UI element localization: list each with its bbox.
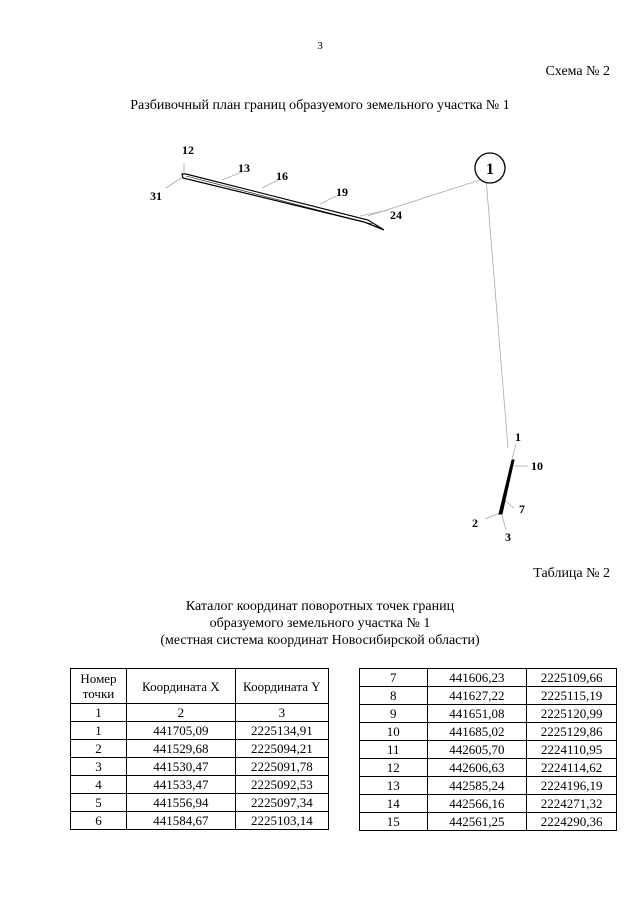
- table-row: [71, 794, 329, 812]
- table-row: [71, 758, 329, 776]
- cell-coordinate-x: 441627,22: [427, 687, 527, 705]
- leader-3: [502, 515, 506, 530]
- cell-coordinate-x: 441529,68: [126, 740, 235, 758]
- catalog-title-line-3: (местная система координат Новосибирской области): [160, 633, 480, 648]
- cell-coordinate-y: 2225109,66: [527, 669, 617, 687]
- table-row: [360, 705, 617, 723]
- cell-coordinate-y: 2225129,86: [527, 723, 617, 741]
- table-row: [71, 722, 329, 740]
- table-row: [360, 669, 617, 687]
- cell-coordinate-x: 441606,23: [427, 669, 527, 687]
- cell-point-number: 1: [71, 722, 127, 740]
- header-point-number: Номер точки: [71, 669, 127, 704]
- table-header-row: [71, 669, 329, 704]
- leader-1: [512, 444, 516, 459]
- point-label-2: 2: [472, 516, 478, 530]
- cell-point-number: 5: [71, 794, 127, 812]
- cell-point-number: 12: [360, 759, 428, 777]
- cell-point-number: 7: [360, 669, 428, 687]
- cell-coordinate-y: 2225097,34: [235, 794, 328, 812]
- cell-point-number: 13: [360, 777, 428, 795]
- cell-coordinate-y: 2225091,78: [235, 758, 328, 776]
- table-label: Таблица № 2: [533, 566, 610, 581]
- cell-coordinate-x: 441685,02: [427, 723, 527, 741]
- catalog-title-line-1: Каталог координат поворотных точек границ: [185, 599, 455, 614]
- cell-coordinate-y: 2224110,95: [527, 741, 617, 759]
- point-label-7: 7: [519, 502, 525, 516]
- leader-2: [485, 513, 500, 519]
- column-number: 3: [235, 704, 328, 722]
- point-label-24: 24: [390, 208, 402, 222]
- parcel-number: 1: [486, 161, 494, 178]
- table-column-numbers-row: [71, 704, 329, 722]
- table-row: [360, 741, 617, 759]
- table-row: [360, 723, 617, 741]
- page-number: 3: [317, 40, 323, 52]
- cell-point-number: 10: [360, 723, 428, 741]
- point-label-13: 13: [238, 161, 250, 175]
- cell-coordinate-x: 442585,24: [427, 777, 527, 795]
- point-label-10: 10: [531, 459, 543, 473]
- cell-point-number: 14: [360, 795, 428, 813]
- layout-plan-drawing: [0, 130, 640, 550]
- header-coordinate-y: Координата Y: [235, 669, 328, 704]
- table-row: [360, 813, 617, 831]
- table-row: [360, 687, 617, 705]
- column-number: 1: [71, 704, 127, 722]
- cell-point-number: 6: [71, 812, 127, 830]
- cell-coordinate-y: 2225094,21: [235, 740, 328, 758]
- table-row: [71, 740, 329, 758]
- cell-coordinate-y: 2224114,62: [527, 759, 617, 777]
- leader-parcel-south: [486, 178, 508, 448]
- table-body-right: [360, 669, 617, 831]
- cell-coordinate-y: 2224271,32: [527, 795, 617, 813]
- table-row: [360, 795, 617, 813]
- header-coordinate-x: Координата X: [126, 669, 235, 704]
- coordinates-table-right: [359, 668, 617, 831]
- cell-coordinate-x: 442561,25: [427, 813, 527, 831]
- table-row: [71, 812, 329, 830]
- point-label-19: 19: [336, 185, 348, 199]
- scheme-label: Схема № 2: [545, 64, 610, 79]
- leader-parcel: [368, 178, 486, 216]
- cell-coordinate-x: 441556,94: [126, 794, 235, 812]
- table-row: [71, 776, 329, 794]
- leader-31: [166, 176, 184, 188]
- coordinates-table-left: [70, 668, 329, 830]
- cell-coordinate-y: 2225115,19: [527, 687, 617, 705]
- cell-coordinate-x: 441533,47: [126, 776, 235, 794]
- cell-coordinate-x: 441584,67: [126, 812, 235, 830]
- cell-coordinate-x: 442605,70: [427, 741, 527, 759]
- cell-point-number: 2: [71, 740, 127, 758]
- point-label-16: 16: [276, 169, 288, 183]
- cell-point-number: 3: [71, 758, 127, 776]
- cell-point-number: 9: [360, 705, 428, 723]
- leader-19: [320, 196, 336, 204]
- cell-coordinate-x: 441651,08: [427, 705, 527, 723]
- point-label-3: 3: [505, 530, 511, 544]
- table-row: [360, 759, 617, 777]
- catalog-title: [0, 598, 640, 649]
- cell-point-number: 15: [360, 813, 428, 831]
- point-label-12: 12: [182, 143, 194, 157]
- cell-point-number: 8: [360, 687, 428, 705]
- cell-coordinate-y: 2225134,91: [235, 722, 328, 740]
- leader-7: [504, 500, 514, 508]
- cell-coordinate-x: 441705,09: [126, 722, 235, 740]
- table-body-left: [71, 722, 329, 830]
- point-label-31: 31: [150, 189, 162, 203]
- cell-coordinate-y: 2225120,99: [527, 705, 617, 723]
- cell-coordinate-y: 2225103,14: [235, 812, 328, 830]
- cell-coordinate-x: 441530,47: [126, 758, 235, 776]
- column-number: 2: [126, 704, 235, 722]
- cell-point-number: 11: [360, 741, 428, 759]
- cell-coordinate-y: 2224196,19: [527, 777, 617, 795]
- cell-coordinate-y: 2225092,53: [235, 776, 328, 794]
- catalog-title-line-2: образуемого земельного участка № 1: [209, 616, 431, 631]
- plan-title: Разбивочный план границ образуемого земельного участка № 1: [130, 98, 510, 113]
- table-row: [360, 777, 617, 795]
- point-label-1: 1: [515, 430, 521, 444]
- cell-coordinate-x: 442566,16: [427, 795, 527, 813]
- cell-point-number: 4: [71, 776, 127, 794]
- cell-coordinate-y: 2224290,36: [527, 813, 617, 831]
- cell-coordinate-x: 442606,63: [427, 759, 527, 777]
